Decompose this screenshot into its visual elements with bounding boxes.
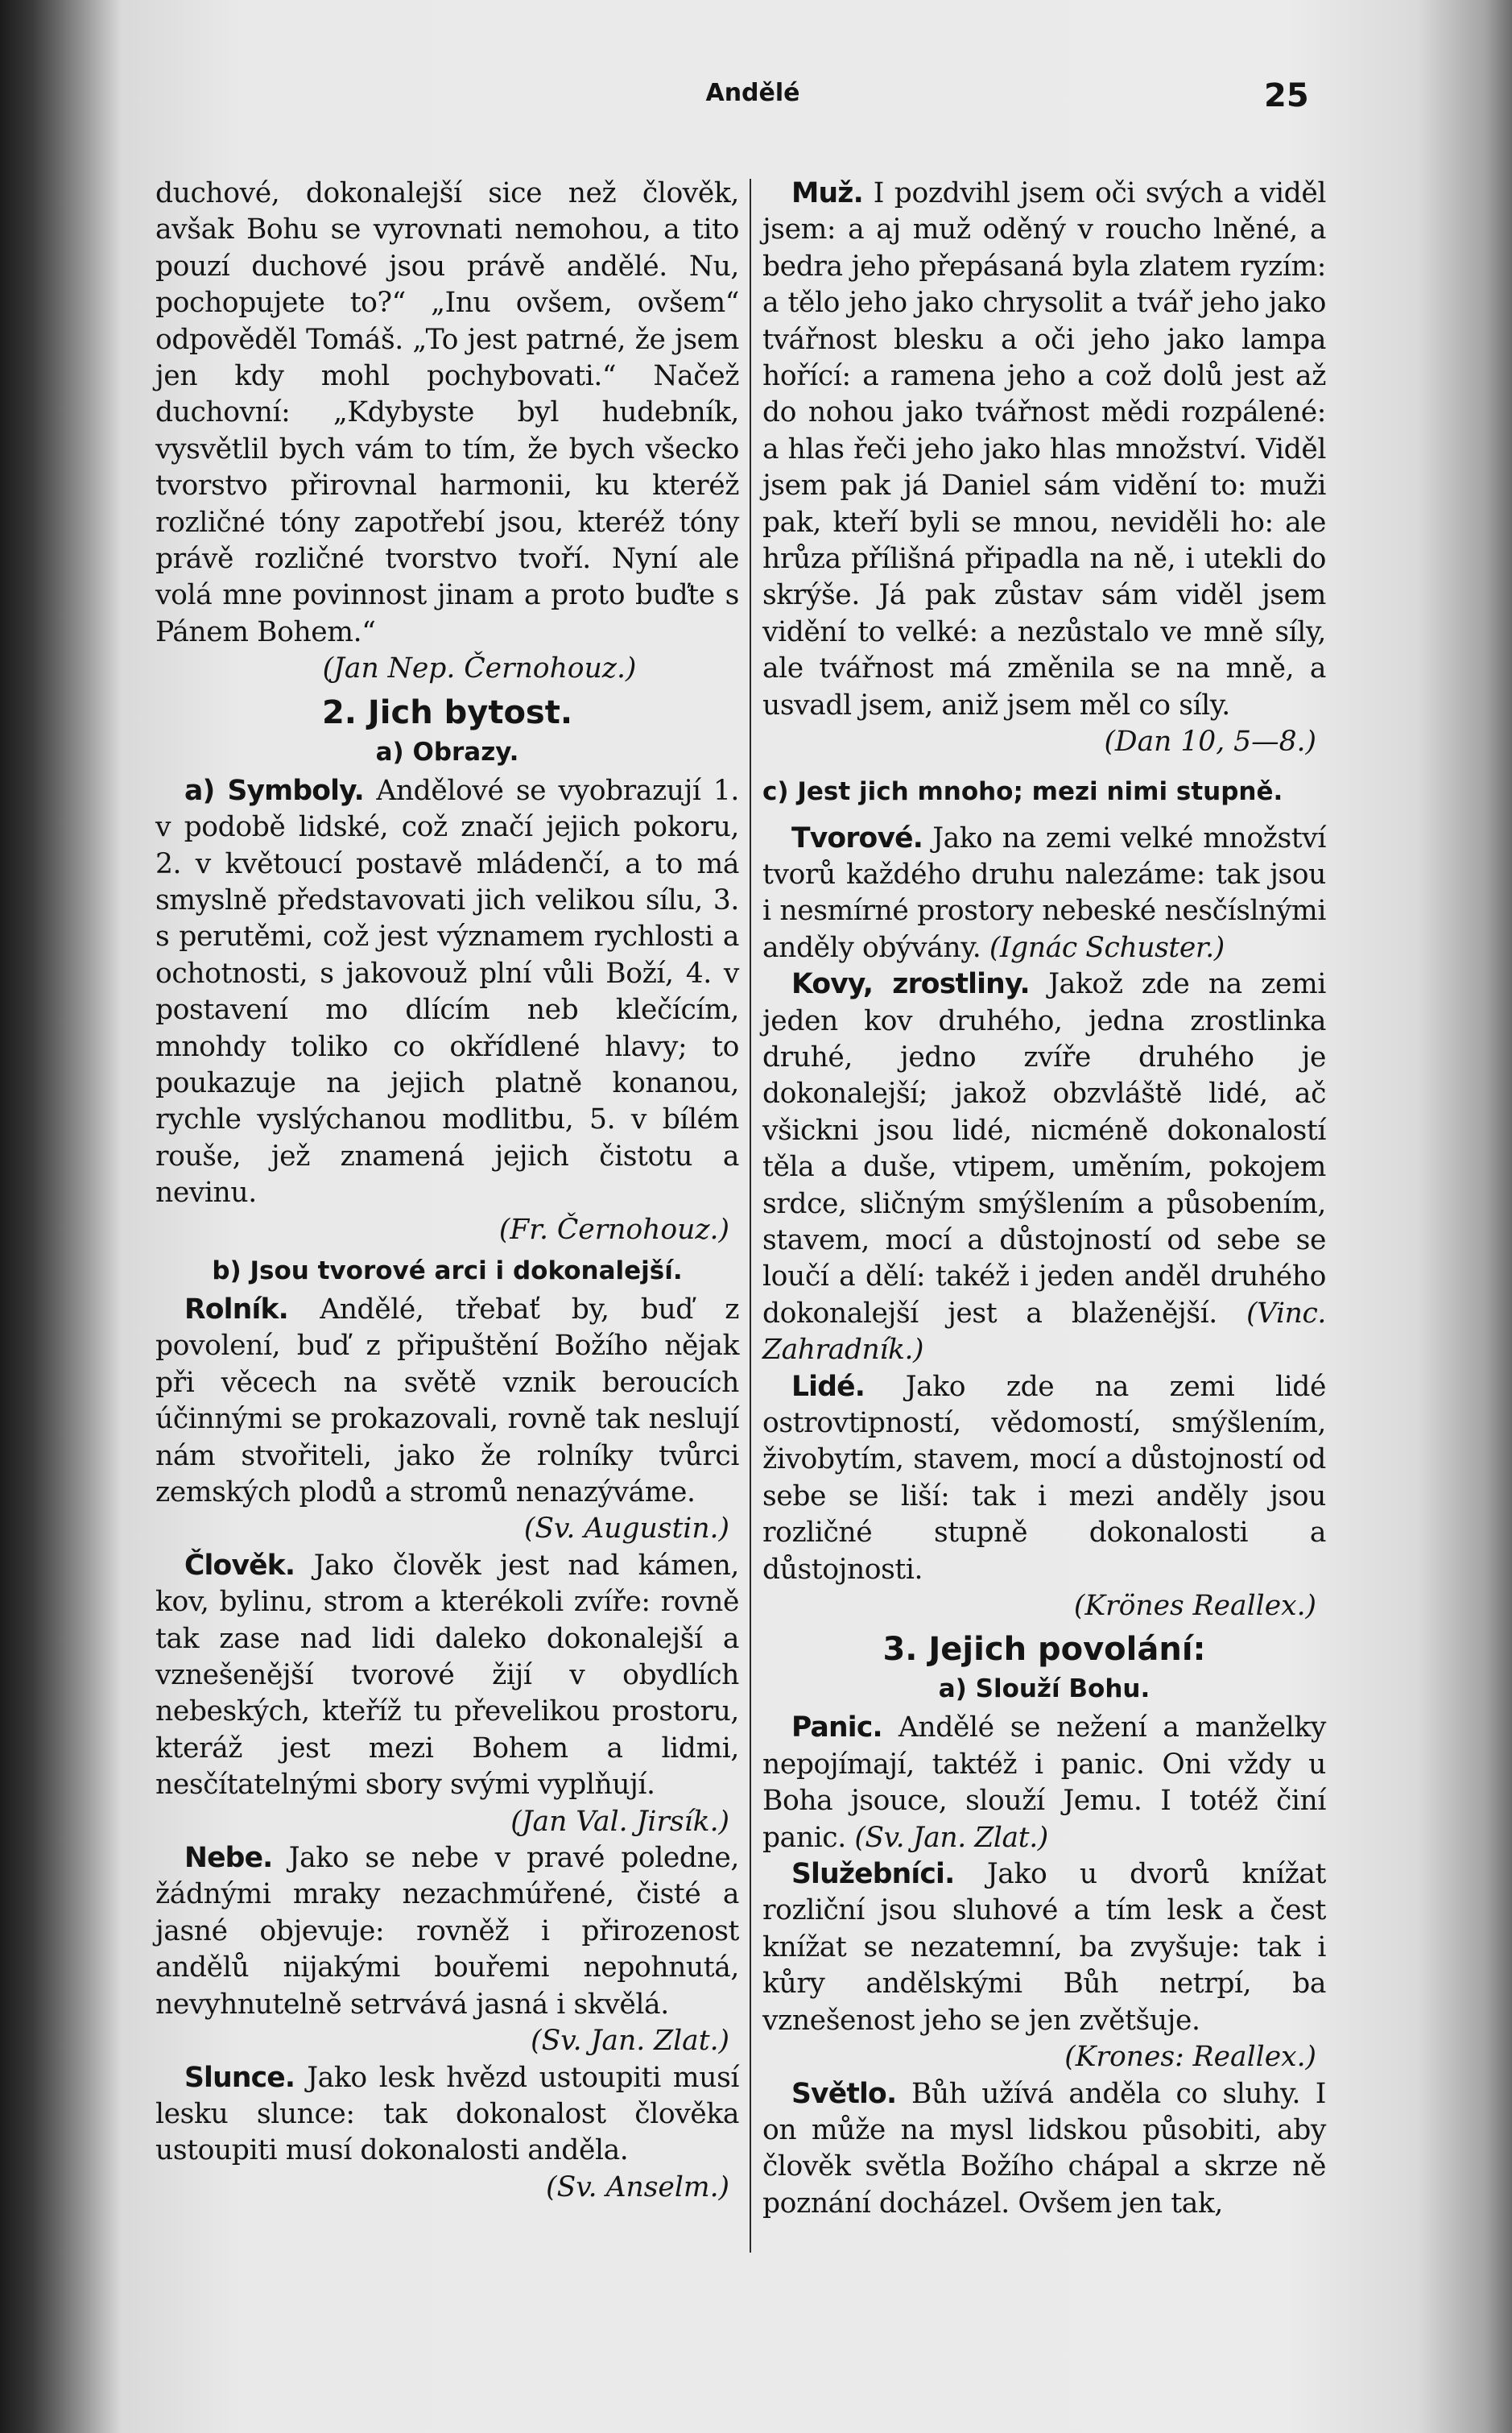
entry-lead: Služebníci. (791, 1858, 955, 1891)
entry-lead: Slunce. (184, 2061, 295, 2094)
subsection-heading: b) Jsou tvorové arci i dokonalejší. (212, 1256, 683, 1285)
source-citation: (Fr. Černohouz.) (498, 1213, 729, 1246)
entry-lead: Lidé. (791, 1370, 865, 1403)
paragraph-continuation: duchové, dokonalejší sice než člověk, avšak Bohu se vyrovnati nemohou, a tito pouzí duchové jsou právě andělé. Nu, pochopujete to?“ „Inu ovšem, ovšem“ odpověděl Tomáš. „To jest patrné, že jsem jen kdy mohl pochybovati.“ Načež duchovní: „Kdybyste byl hudebník, vysvětlil bych vám to tím, že bych všecko tvorstvo přirovnal harmonii, ku kteréž rozličné tóny zapotřebí jsou, kteréž tóny právě rozličné tvorstvo tvoří. Nyní ale volá mne povinnost jinam a proto buďte s Pánem Bohem.“ (155, 177, 739, 648)
entry-lead: Panic. (791, 1711, 882, 1744)
subsection-heading: a) Obrazy. (375, 737, 519, 767)
entry-text: Jako na zemi velké množství tvorů každého druhu nalezáme: tak jsou i nesmírné prostory nebeské nesčíslnými anděly obývány. (762, 821, 1326, 964)
source-citation: (Jan Val. Jirsík.) (510, 1805, 729, 1838)
inline-citation: (Ignác Schuster.) (989, 931, 1225, 964)
source-citation: (Sv. Anselm.) (546, 2170, 729, 2203)
entry-text: Andělové se vyobrazují 1. v podobě lidské, což značí jejich pokoru, 2. v květoucí postavě mládenčí, a to má smyslně představovati jich velikou sílu, 3. s perutěmi, což jest významem rychlosti a ochotnosti, s jakovouž plní vůli Boží, 4. v postavení mo dlícím neb klečícím, mnohdy toliko co okřídlené hlavy; to poukazuje na jejich platně konanou, rychle vyslýchanou modlitbu, 5. v bílém rouše, jež znamená jejich čistotu a nevinu. (155, 774, 739, 1210)
entry-text: Andělé se nežení a manželky nepojímají, taktéž i panic. Oni vždy u Boha jsouce, slouží Jemu. I totéž činí panic. (762, 1711, 1326, 1854)
entry-sluzebnici (762, 1856, 1326, 2039)
entry-tvorove (762, 821, 1326, 967)
entry-text: Jako lesk hvězd ustoupiti musí lesku slunce: tak dokonalost člověka ustoupiti musí dokonalosti anděla. (155, 2061, 740, 2167)
source-citation: (Sv. Jan. Zlat.) (531, 2025, 729, 2058)
source-citation: (Dan 10, 5—8.) (1104, 726, 1316, 759)
entry-lead: Rolník. (184, 1293, 288, 1326)
entry-text: Bůh užívá anděla co sluhy. I on může na mysl lidskou působiti, aby člověk světla Božího chápal a skrze ně poznání docházel. Ovšem jen tak, (762, 2077, 1326, 2220)
entry-panic (762, 1710, 1326, 1856)
entry-muz (762, 176, 1326, 724)
entry-lead: Tvorové. (791, 821, 923, 854)
entry-text: Jako se nebe v pravé poledne, žádnými mraky nezachmúřené, čisté a jasné objevuje: rovněž i přirozenost andělů nijakými bouřemi nepohnutá, nevyhnutelně setrvává jasná i skvělá. (155, 1842, 739, 2021)
entry-text: I pozdvihl jsem oči svých a viděl jsem: a aj muž oděný v roucho lněné, a bedra jeho přepásaná byla zlatem ryzím: a tělo jeho jako chrysolit a tvář jeho jako tvářnost blesku a oči jeho jako lampa hořící: a ramena jeho a což dolů jest až do nohou jako tvářnost mědi rozpálené: a hlas řeči jeho jako hlas množství. Viděl jsem pak já Daniel sám vidění to: muži pak, kteří byli se mnou, neviděli ho: ale hrůza přílišná připadla na ně, i utekli do skrýše. Já pak zůstav sám viděl jsem vidění to velké: a nezůstalo ve mně síly, ale tvářnost má změnila se na mně, a usvadl jsem, aniž jsem měl co síly. (762, 177, 1326, 722)
entry-slunce (155, 2060, 739, 2170)
source-citation: (Krones: Reallex.) (1064, 2041, 1316, 2074)
page-number: 25 (1264, 77, 1309, 114)
entry-text: Jako u dvorů knížat rozliční jsou sluhové a tím lesk a čest knížat se nezatemní, ba zvyšuje: tak i kůry andělskými Bůh netrpí, ba vznešenost jeho se jen zvětšuje. (762, 1858, 1327, 2037)
entry-lead: Světlo. (791, 2077, 897, 2110)
entry-nebe (155, 1840, 739, 2023)
section-heading: 2. Jich bytost. (321, 693, 573, 731)
entry-text: Jako člověk jest nad kámen, kov, bylinu, strom a kterékoli zvíře: rovně tak zase nad lidi daleko dokonalejší a vznešenější tvorové žijí v obydlích nebeských, kteříž tu převelikou prostoru, kteráž jest mezi Bohem a lidmi, nesčítatelnými sbory svými vyplňují. (155, 1549, 739, 1802)
entry-text: Andělé, třebať by, buď z povolení, buď z připuštění Božího nějak při věcech na světě vznik beroucích účinnými se prokazovali, rovně tak neslují nám stvořiteli, jako že rolníky tvůrci zemských plodů a stromů nenazýváme. (155, 1293, 739, 1508)
entry-lead: Kovy, zrostliny. (791, 968, 1030, 1001)
running-header-title: Andělé (705, 79, 800, 107)
source-citation: (Krönes Reallex.) (1073, 1590, 1316, 1623)
entry-lead: Muž. (791, 177, 863, 209)
source-citation: (Jan Nep. Černohouz.) (322, 652, 637, 685)
source-citation: (Sv. Augustin.) (523, 1512, 729, 1545)
inline-citation: (Sv. Jan. Zlat.) (854, 1821, 1048, 1854)
right-column (762, 176, 1326, 2222)
inline-citation: (Vinc. Zahradník.) (762, 1297, 1326, 1367)
column-divider (750, 179, 751, 2253)
subsection-heading: c) Jest jich mnoho; mezi nimi stupně. (762, 776, 1283, 806)
entry-kovy (762, 966, 1326, 1368)
entry-lead: a) Symboly. (184, 774, 364, 807)
entry-text: Jakož zde na zemi jeden kov druhého, jedna zrostlinka druhé, jedno zvíře druhého je dokonalejší; jakož obzvláště lidé, ač všickni jsou lidé, nicméně dokonalostí těla a duše, vtipem, uměním, pokojem srdce, sličným smýšlením a působením, stavem, mocí a důstojností od sebe se loučí a dělí: takéž i jeden anděl druhého dokonalejší jest a blaženější. (762, 968, 1326, 1330)
section-heading: 3. Jejich povolání: (882, 1631, 1206, 1669)
entry-lide (762, 1369, 1326, 1588)
entry-rolnik (155, 1292, 739, 1511)
entry-lead: Člověk. (184, 1549, 295, 1582)
left-column (155, 176, 739, 2206)
entry-text: Jako zde na zemi lidé ostrovtipností, vědomostí, smýšlením, živobytím, stavem, mocí a důstojností od sebe se liší: tak i mezi anděly jsou rozličné stupně dokonalosti a důstojnosti. (762, 1370, 1326, 1586)
subsection-heading: a) Slouží Bohu. (938, 1674, 1151, 1704)
entry-lead: Nebe. (184, 1842, 273, 1875)
entry-svetlo (762, 2076, 1326, 2223)
entry-symboly (155, 773, 739, 1212)
entry-clovek (155, 1548, 739, 1804)
